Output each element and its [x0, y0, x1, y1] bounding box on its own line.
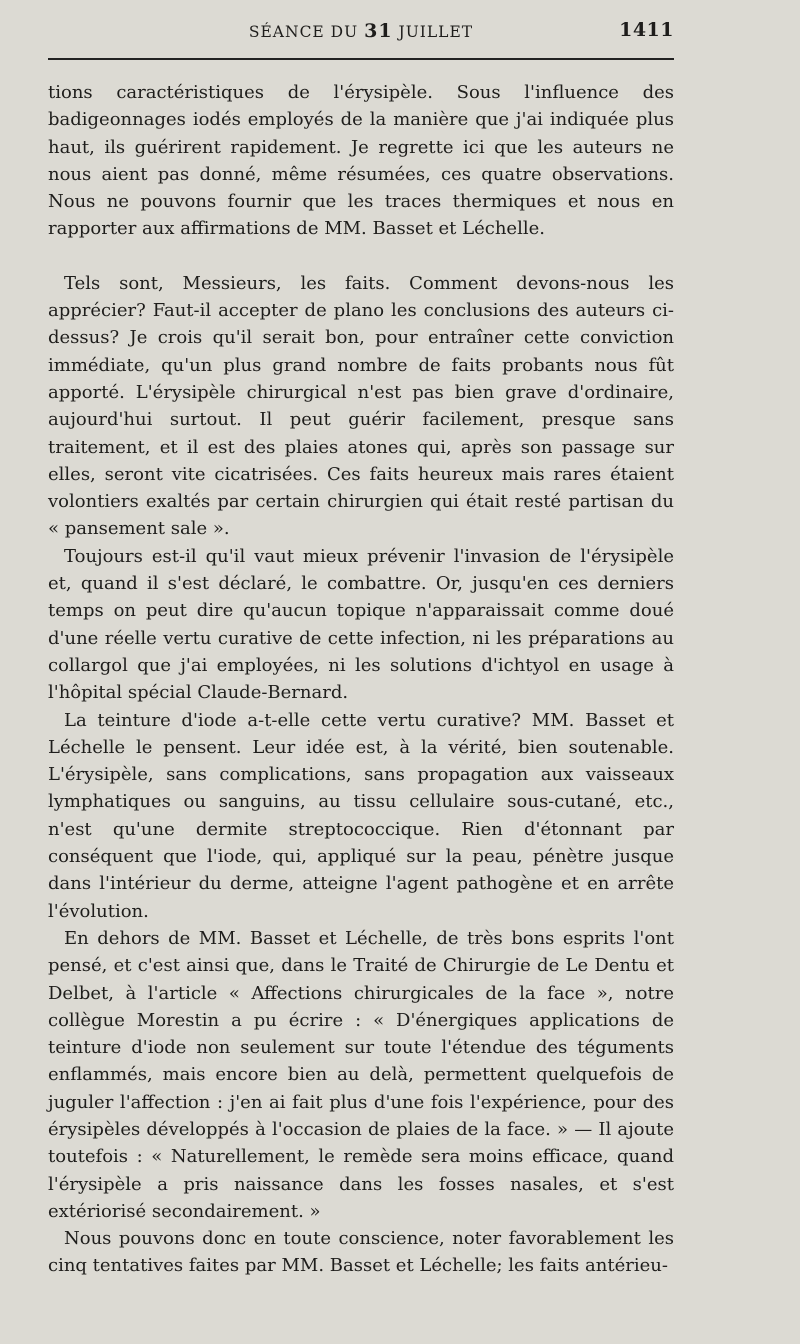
page-number: 1411: [619, 19, 674, 41]
paragraph-nous-pouvons: Nous pouvons donc en toute conscience, noter favorablement les cinq tentatives faites par MM. Basset et Léchelle; les faits antérieu-: [48, 1228, 674, 1277]
paragraph-toujours: Toujours est-il qu'il vaut mieux prévenir l'invasion de l'érysipèle et, quand il s'est déclaré, le combattre. Or, jusqu'en ces derniers temps on peut dire qu'aucun topique n'apparaissait comme doué d'une réelle vertu curative de cette infection, ni les préparations au collargol que j'ai employées, ni les solutions d'ichtyol en usage à l'hôpital spécial Claude-Bernard.: [48, 545, 674, 704]
header-rule: [48, 58, 674, 60]
paragraph-tels-sont: Tels sont, Messieurs, les faits. Comment devons-nous les apprécier? Faut-il accepter de plano les conclusions des auteurs ci-dessus? Je crois qu'il serait bon, pour entraîner cette conviction immédiate, qu'un plus grand nombre de faits probants nous fût apporté. L'érysipèle chirurgical n'est pas bien grave d'ordinaire, aujourd'hui surtout. Il peut guérir facilement, presque sans traitement, et il est des plaies atones qui, après son passage sur elles, seront vite cicatrisées. Ces faits heureux mais rares étaient volontiers exaltés par certain chirurgien qui était resté partisan du « pansement sale ».: [48, 272, 674, 540]
running-head-title-suffix: JUILLET: [392, 23, 474, 41]
paragraph-continuation: tions caractéristiques de l'érysipèle. Sous l'influence des badigeonnages iodés employés de la manière que j'ai indiquée plus haut, ils guérirent rapidement. Je regrette ici que les auteurs ne nous aient pas donné, même résumées, ces quatre observations. Nous ne pouvons fournir que les traces thermiques et nous en rapporter aux affirmations de MM. Basset et Léchelle.: [48, 82, 674, 240]
running-head-title-day: 31: [364, 20, 393, 42]
paragraph-teinture-iode: La teinture d'iode a-t-elle cette vertu curative? MM. Basset et Léchelle le pensent. Leur idée est, à la vérité, bien soutenable. L'érysipèle, sans complications, sans propagation aux vaisseaux lymphatiques ou sanguins, au tissu cellulaire sous-cutané, etc., n'est qu'une dermite streptococcique. Rien d'étonnant par conséquent que l'iode, qui, appliqué sur la peau, pénètre jusque dans l'intérieur du derme, atteigne l'agent pathogène et en arrête l'évolution.: [48, 709, 674, 922]
body-text: [48, 79, 674, 1280]
paragraph-en-dehors: En dehors de MM. Basset et Léchelle, de très bons esprits l'ont pensé, et c'est ainsi que, dans le Traité de Chirurgie de Le Dentu et Delbet, à l'article « Affections chirurgicales de la face », notre collègue Morestin a pu écrire : « D'énergiques applications de teinture d'iode non seulement sur toute l'étendue des téguments enflammés, mais encore bien au delà, permettent quelquefois de juguler l'affection : j'en ai fait plus d'une fois l'expérience, pour des érysipèles développés à l'occasion de plaies de la face. » — Il ajoute toutefois : « Naturellement, le remède sera moins efficace, quand l'érysipèle a pris naissance dans les fosses nasales, et s'est extériorisé secondairement. »: [48, 927, 674, 1222]
running-head-title-prefix: SÉANCE DU: [248, 23, 365, 41]
running-head-title: [48, 20, 674, 42]
running-head: [48, 20, 674, 42]
